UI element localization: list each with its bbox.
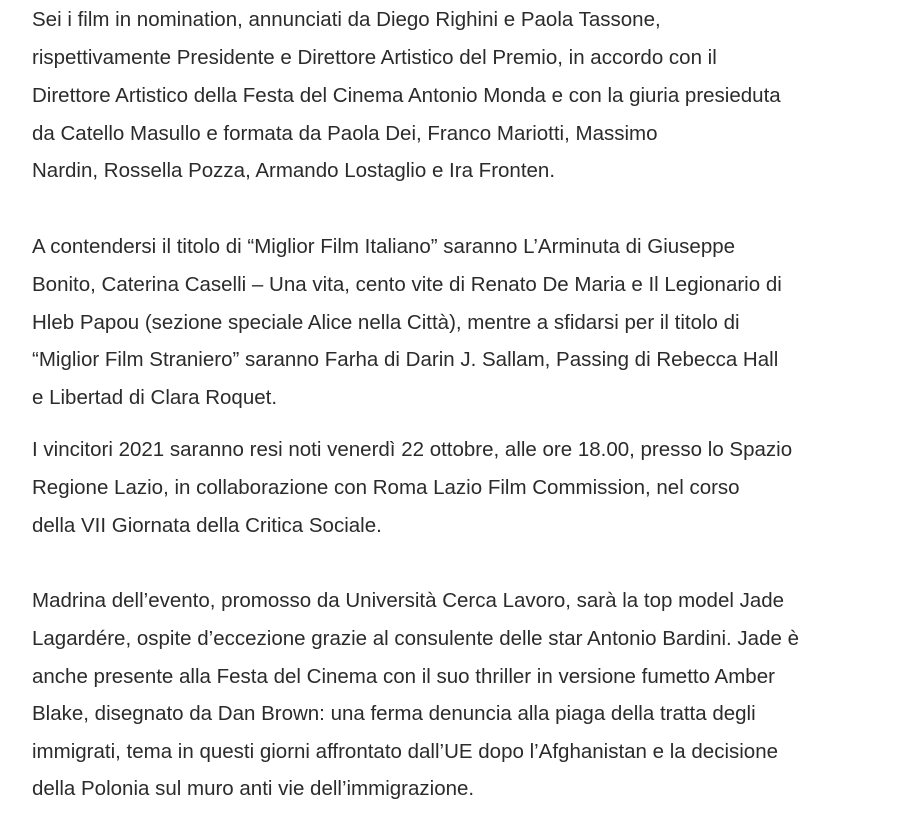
text-line: e Libertad di Clara Roquet. [32, 386, 278, 409]
text-line: Regione Lazio, in collaborazione con Roma Lazio Film Commission, nel corso [32, 476, 740, 499]
text-line: della Polonia sul muro anti vie dell’immigrazione. [32, 777, 475, 800]
text-line: I vincitori 2021 saranno resi noti venerdì 22 ottobre, alle ore 18.00, presso lo Spazio [32, 438, 793, 461]
text-line: Direttore Artistico della Festa del Cinema Antonio Monda e con la giuria presieduta [32, 84, 781, 107]
text-line: anche presente alla Festa del Cinema con il suo thriller in versione fumetto Amber [32, 665, 775, 688]
text-line: Hleb Papou (sezione speciale Alice nella Città), mentre a sfidarsi per il titolo di [32, 311, 740, 334]
text-line: Nardin, Rossella Pozza, Armando Lostaglio e Ira Fronten. [32, 159, 556, 182]
text-line: immigrati, tema in questi giorni affrontato dall’UE dopo l’Afghanistan e la decisione [32, 740, 779, 763]
text-line: della VII Giornata della Critica Sociale. [32, 514, 382, 537]
text-line: rispettivamente Presidente e Direttore Artistico del Premio, in accordo con il [32, 46, 717, 69]
text-line: “Miglior Film Straniero” saranno Farha di Darin J. Sallam, Passing di Rebecca Hall [32, 348, 779, 371]
text-line: Bonito, Caterina Caselli – Una vita, cento vite di Renato De Maria e Il Legionario di [32, 273, 782, 296]
text-line: Madrina dell’evento, promosso da Università Cerca Lavoro, sarà la top model Jade [32, 589, 785, 612]
text-line: da Catello Masullo e formata da Paola Dei, Franco Mariotti, Massimo [32, 122, 658, 145]
text-line: Lagardére, ospite d’eccezione grazie al consulente delle star Antonio Bardini. Jade è [32, 627, 799, 650]
text-line: A contendersi il titolo di “Miglior Film Italiano” saranno L’Arminuta di Giuseppe [32, 235, 736, 258]
text-line: Blake, disegnato da Dan Brown: una ferma denuncia alla piaga della tratta degli [32, 702, 756, 725]
text-line: Sei i film in nomination, annunciati da Diego Righini e Paola Tassone, [32, 8, 661, 31]
